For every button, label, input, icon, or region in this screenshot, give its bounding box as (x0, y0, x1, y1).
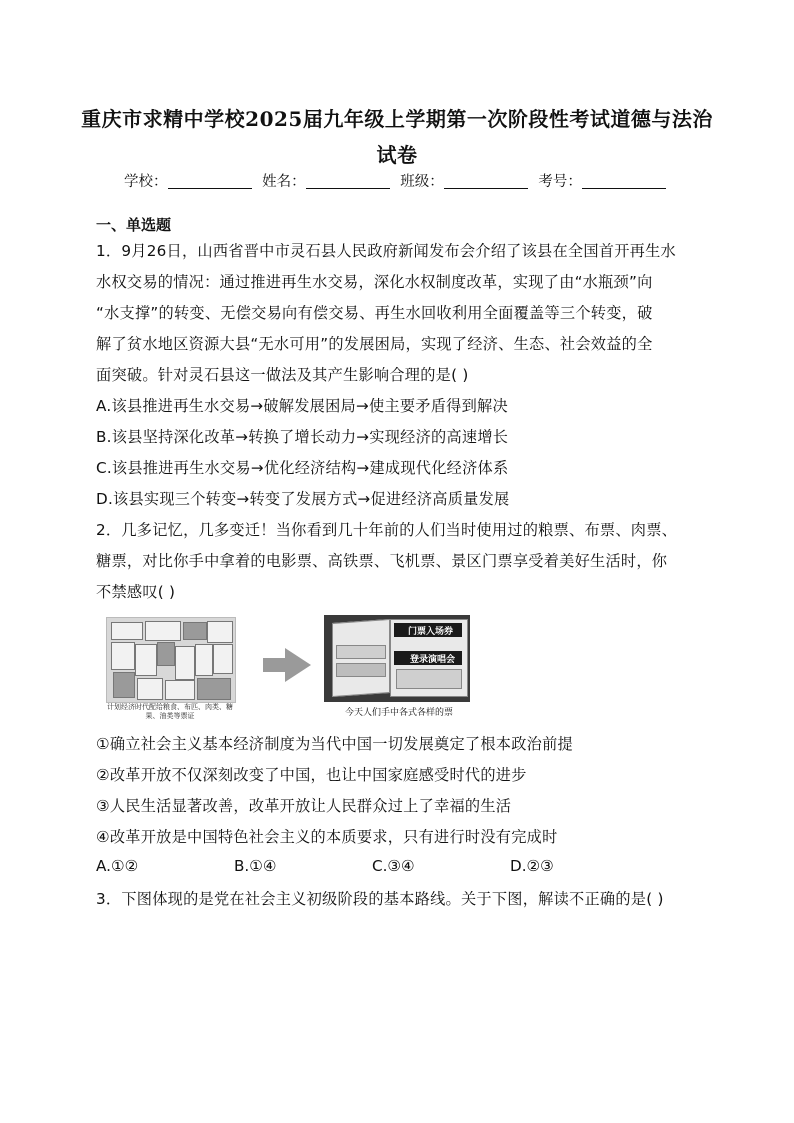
exam-title-line1: 重庆市求精中学校2025届九年级上学期第一次阶段性考试道德与法治 (81, 107, 713, 131)
arrow-right-icon (263, 658, 285, 672)
q2-statement: ③人民生活显著改善，改革开放让人民群众过上了幸福的生活 (96, 797, 512, 815)
arrow-head-icon (285, 648, 311, 682)
q1-line: 面突破。针对灵石县这一做法及其产生影响合理的是( ) (96, 366, 469, 384)
q1-line: 水权交易的情况：通过推进再生水交易，深化水权制度改革，实现了由“水瓶颈”向 (96, 273, 653, 291)
q2-choice-c: C.③④ (372, 857, 415, 875)
q2-line: 2．几多记忆，几多变迁！当你看到几十年前的人们当时使用过的粮票、布票、肉票、 (96, 521, 678, 539)
q2-statement: ①确立社会主义基本经济制度为当代中国一切发展奠定了根本政治前提 (96, 735, 573, 753)
q2-choice-b: B.①④ (234, 857, 277, 875)
school-label: 学校： (124, 174, 168, 190)
album-ticket-text-2: 登录演唱会 (410, 655, 456, 665)
q1-line: “水支撑”的转变、无偿交易向有偿交易、再生水回收利用全面覆盖等三个转变，破 (96, 304, 653, 322)
name-label: 姓名： (262, 174, 306, 190)
album-ticket-text-1: 门票入场券 (408, 627, 454, 637)
exam-title-line2: 试卷 (376, 143, 418, 167)
ticket-comparison-figure (100, 615, 480, 725)
q2-choice-a: A.①② (96, 857, 139, 875)
q2-statement: ②改革开放不仅深刻改变了中国，也让中国家庭感受时代的进步 (96, 766, 527, 784)
section-heading: 一、单选题 (96, 216, 172, 234)
q1-option-b: B.该县坚持深化改革→转换了增长动力→实现经济的高速增长 (96, 428, 509, 446)
exam-number-label: 考号： (538, 174, 582, 190)
modern-tickets-image (324, 615, 470, 702)
q1-line: 1．9月26日，山西省晋中市灵石县人民政府新闻发布会介绍了该县在全国首开再生水 (96, 242, 676, 260)
q2-line: 不禁感叹( ) (96, 583, 176, 601)
exam-number-blank (582, 174, 666, 189)
modern-tickets-caption: 今天人们手中各式各样的票 (344, 708, 453, 718)
ration-coupons-caption: 计划经济时代配给粮食、布匹、肉类、糖果、油类等票证 (107, 703, 233, 720)
student-info-line (124, 170, 672, 191)
name-blank (306, 174, 390, 189)
q3-line: 3．下图体现的是党在社会主义初级阶段的基本路线。关于下图，解读不正确的是( ) (96, 890, 664, 908)
q1-line: 解了贫水地区资源大县“无水可用”的发展困局，实现了经济、生态、社会效益的全 (96, 335, 653, 353)
q1-option-a: A.该县推进再生水交易→破解发展困局→使主要矛盾得到解决 (96, 397, 508, 415)
q1-option-c: C.该县推进再生水交易→优化经济结构→建成现代化经济体系 (96, 459, 509, 477)
q1-option-d: D.该县实现三个转变→转变了发展方式→促进经济高质量发展 (96, 490, 510, 508)
ration-coupons-image (106, 617, 236, 703)
q2-choice-d: D.②③ (510, 857, 554, 875)
school-blank (168, 174, 252, 189)
class-label: 班级： (400, 174, 444, 190)
class-blank (444, 174, 528, 189)
q2-line: 糖票，对比你手中拿着的电影票、高铁票、飞机票、景区门票享受着美好生活时，你 (96, 552, 668, 570)
q2-statement: ④改革开放是中国特色社会主义的本质要求，只有进行时没有完成时 (96, 828, 558, 846)
